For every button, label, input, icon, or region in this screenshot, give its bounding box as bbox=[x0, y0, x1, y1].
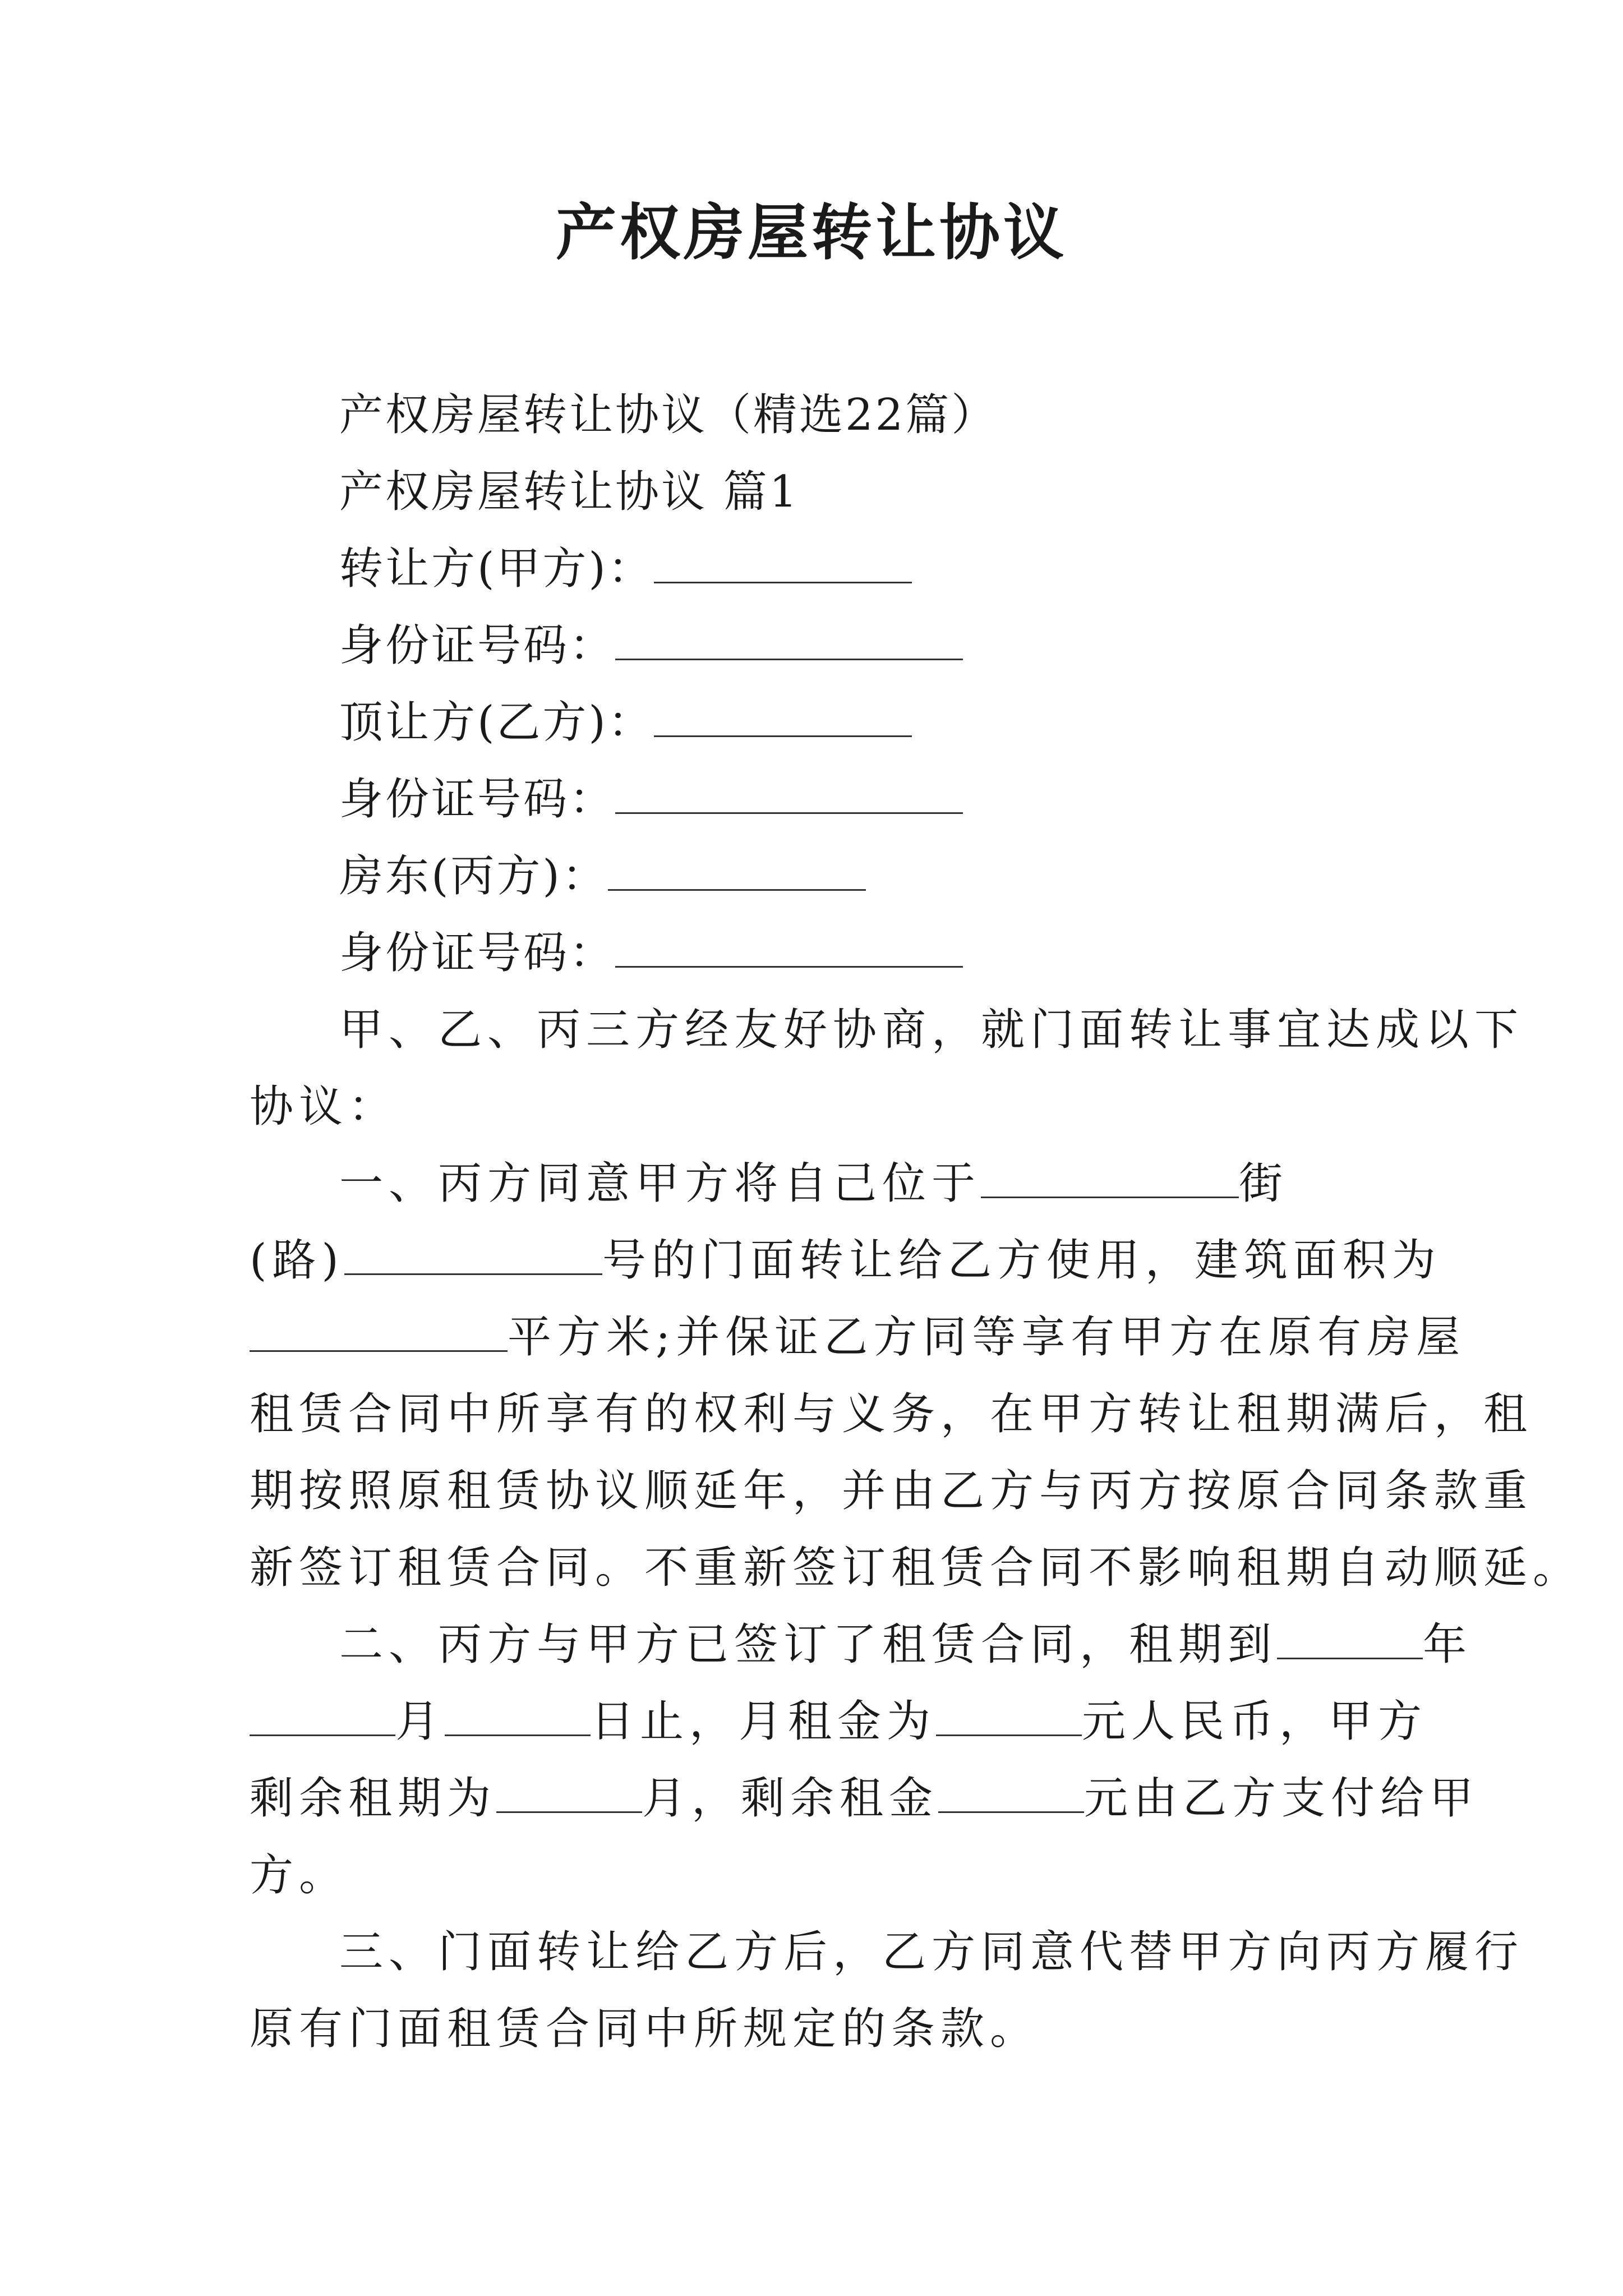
clause-text: 一、丙方同意甲方将自己位于 bbox=[339, 1158, 981, 1209]
clause-line bbox=[250, 1222, 1441, 1299]
fill-blank bbox=[250, 1699, 395, 1736]
fill-blank bbox=[654, 546, 912, 583]
clause-line bbox=[250, 1683, 1428, 1760]
clause-text: 平方米;并保证乙方同等享有甲方在原有房屋 bbox=[508, 1312, 1466, 1363]
clause-text: 剩余租期为 bbox=[250, 1773, 497, 1824]
section-heading: 产权房屋转让协议 篇1 bbox=[339, 467, 800, 517]
intro-paragraph bbox=[250, 992, 1524, 1145]
fill-blank bbox=[936, 1699, 1082, 1736]
fill-blank bbox=[615, 776, 963, 814]
field-label: 房东(丙方)： bbox=[339, 851, 608, 901]
fill-blank bbox=[981, 1161, 1239, 1198]
field-landlord bbox=[250, 838, 1388, 915]
clause-line: 租赁合同中所享有的权利与义务，在甲方转让租期满后，租 bbox=[250, 1389, 1533, 1439]
clause-text: 年 bbox=[1423, 1619, 1473, 1670]
fill-blank bbox=[608, 853, 866, 891]
fill-blank bbox=[445, 1699, 591, 1736]
clause-2 bbox=[250, 1607, 1479, 1914]
fill-blank bbox=[344, 1237, 602, 1275]
clause-text: 街 bbox=[1239, 1158, 1289, 1209]
fill-blank bbox=[938, 1775, 1084, 1813]
fill-blank bbox=[1277, 1622, 1423, 1659]
clause-text: (路) bbox=[250, 1235, 344, 1286]
clause-text: 日止，月租金为 bbox=[591, 1696, 937, 1747]
field-label: 顶让方(乙方)： bbox=[339, 697, 654, 748]
clause-line bbox=[250, 1145, 1388, 1222]
field-transferee bbox=[250, 684, 1388, 761]
clause-line bbox=[250, 1607, 1473, 1683]
field-label: 身份证号码： bbox=[339, 620, 616, 671]
clause-line: 原有门面租赁合同中所规定的条款。 bbox=[250, 2004, 1040, 2054]
clause-line: 三、门面转让给乙方后，乙方同意代替甲方向丙方履行 bbox=[339, 1927, 1524, 1977]
clause-text: 号的门面转让给乙方使用，建筑面积为 bbox=[602, 1235, 1441, 1286]
field-label: 身份证号码： bbox=[339, 774, 616, 825]
field-id-number bbox=[250, 608, 1388, 684]
fill-blank bbox=[496, 1775, 642, 1813]
clause-3 bbox=[250, 1914, 1524, 2068]
intro-line: 甲、乙、丙三方经友好协商，就门面转让事宜达成以下 bbox=[339, 1005, 1524, 1055]
field-id-number bbox=[250, 915, 1388, 992]
intro-line: 协议： bbox=[250, 1082, 398, 1132]
fill-blank bbox=[654, 700, 912, 737]
clause-text: 元人民币，甲方 bbox=[1082, 1696, 1428, 1747]
clause-line bbox=[250, 1299, 1466, 1376]
fill-blank bbox=[615, 930, 963, 968]
subtitle: 产权房屋转让协议（精选22篇） bbox=[339, 390, 998, 440]
fill-blank bbox=[615, 623, 963, 660]
field-id-number bbox=[250, 761, 1388, 838]
clause-1 bbox=[250, 1145, 1583, 1607]
clause-text: 元由乙方支付给甲 bbox=[1084, 1773, 1479, 1824]
clause-text: 二、丙方与甲方已签订了租赁合同，租期到 bbox=[339, 1619, 1278, 1670]
clause-text: 月，剩余租金 bbox=[642, 1773, 939, 1824]
document-body bbox=[250, 377, 1583, 2068]
field-label: 身份证号码： bbox=[339, 928, 616, 978]
clause-line: 新签订租赁合同。不重新签订租赁合同不影响租期自动顺延。 bbox=[250, 1543, 1583, 1593]
clause-line: 方。 bbox=[250, 1850, 349, 1901]
field-label: 转让方(甲方)： bbox=[339, 544, 654, 594]
clause-line bbox=[250, 1760, 1479, 1837]
document-title: 产权房屋转让协议 bbox=[555, 197, 1067, 268]
field-transferor bbox=[250, 531, 1388, 608]
clause-line: 期按照原租赁协议顺延年，并由乙方与丙方按原合同条款重 bbox=[250, 1466, 1533, 1516]
clause-text: 月 bbox=[395, 1696, 445, 1747]
fill-blank bbox=[250, 1314, 508, 1352]
